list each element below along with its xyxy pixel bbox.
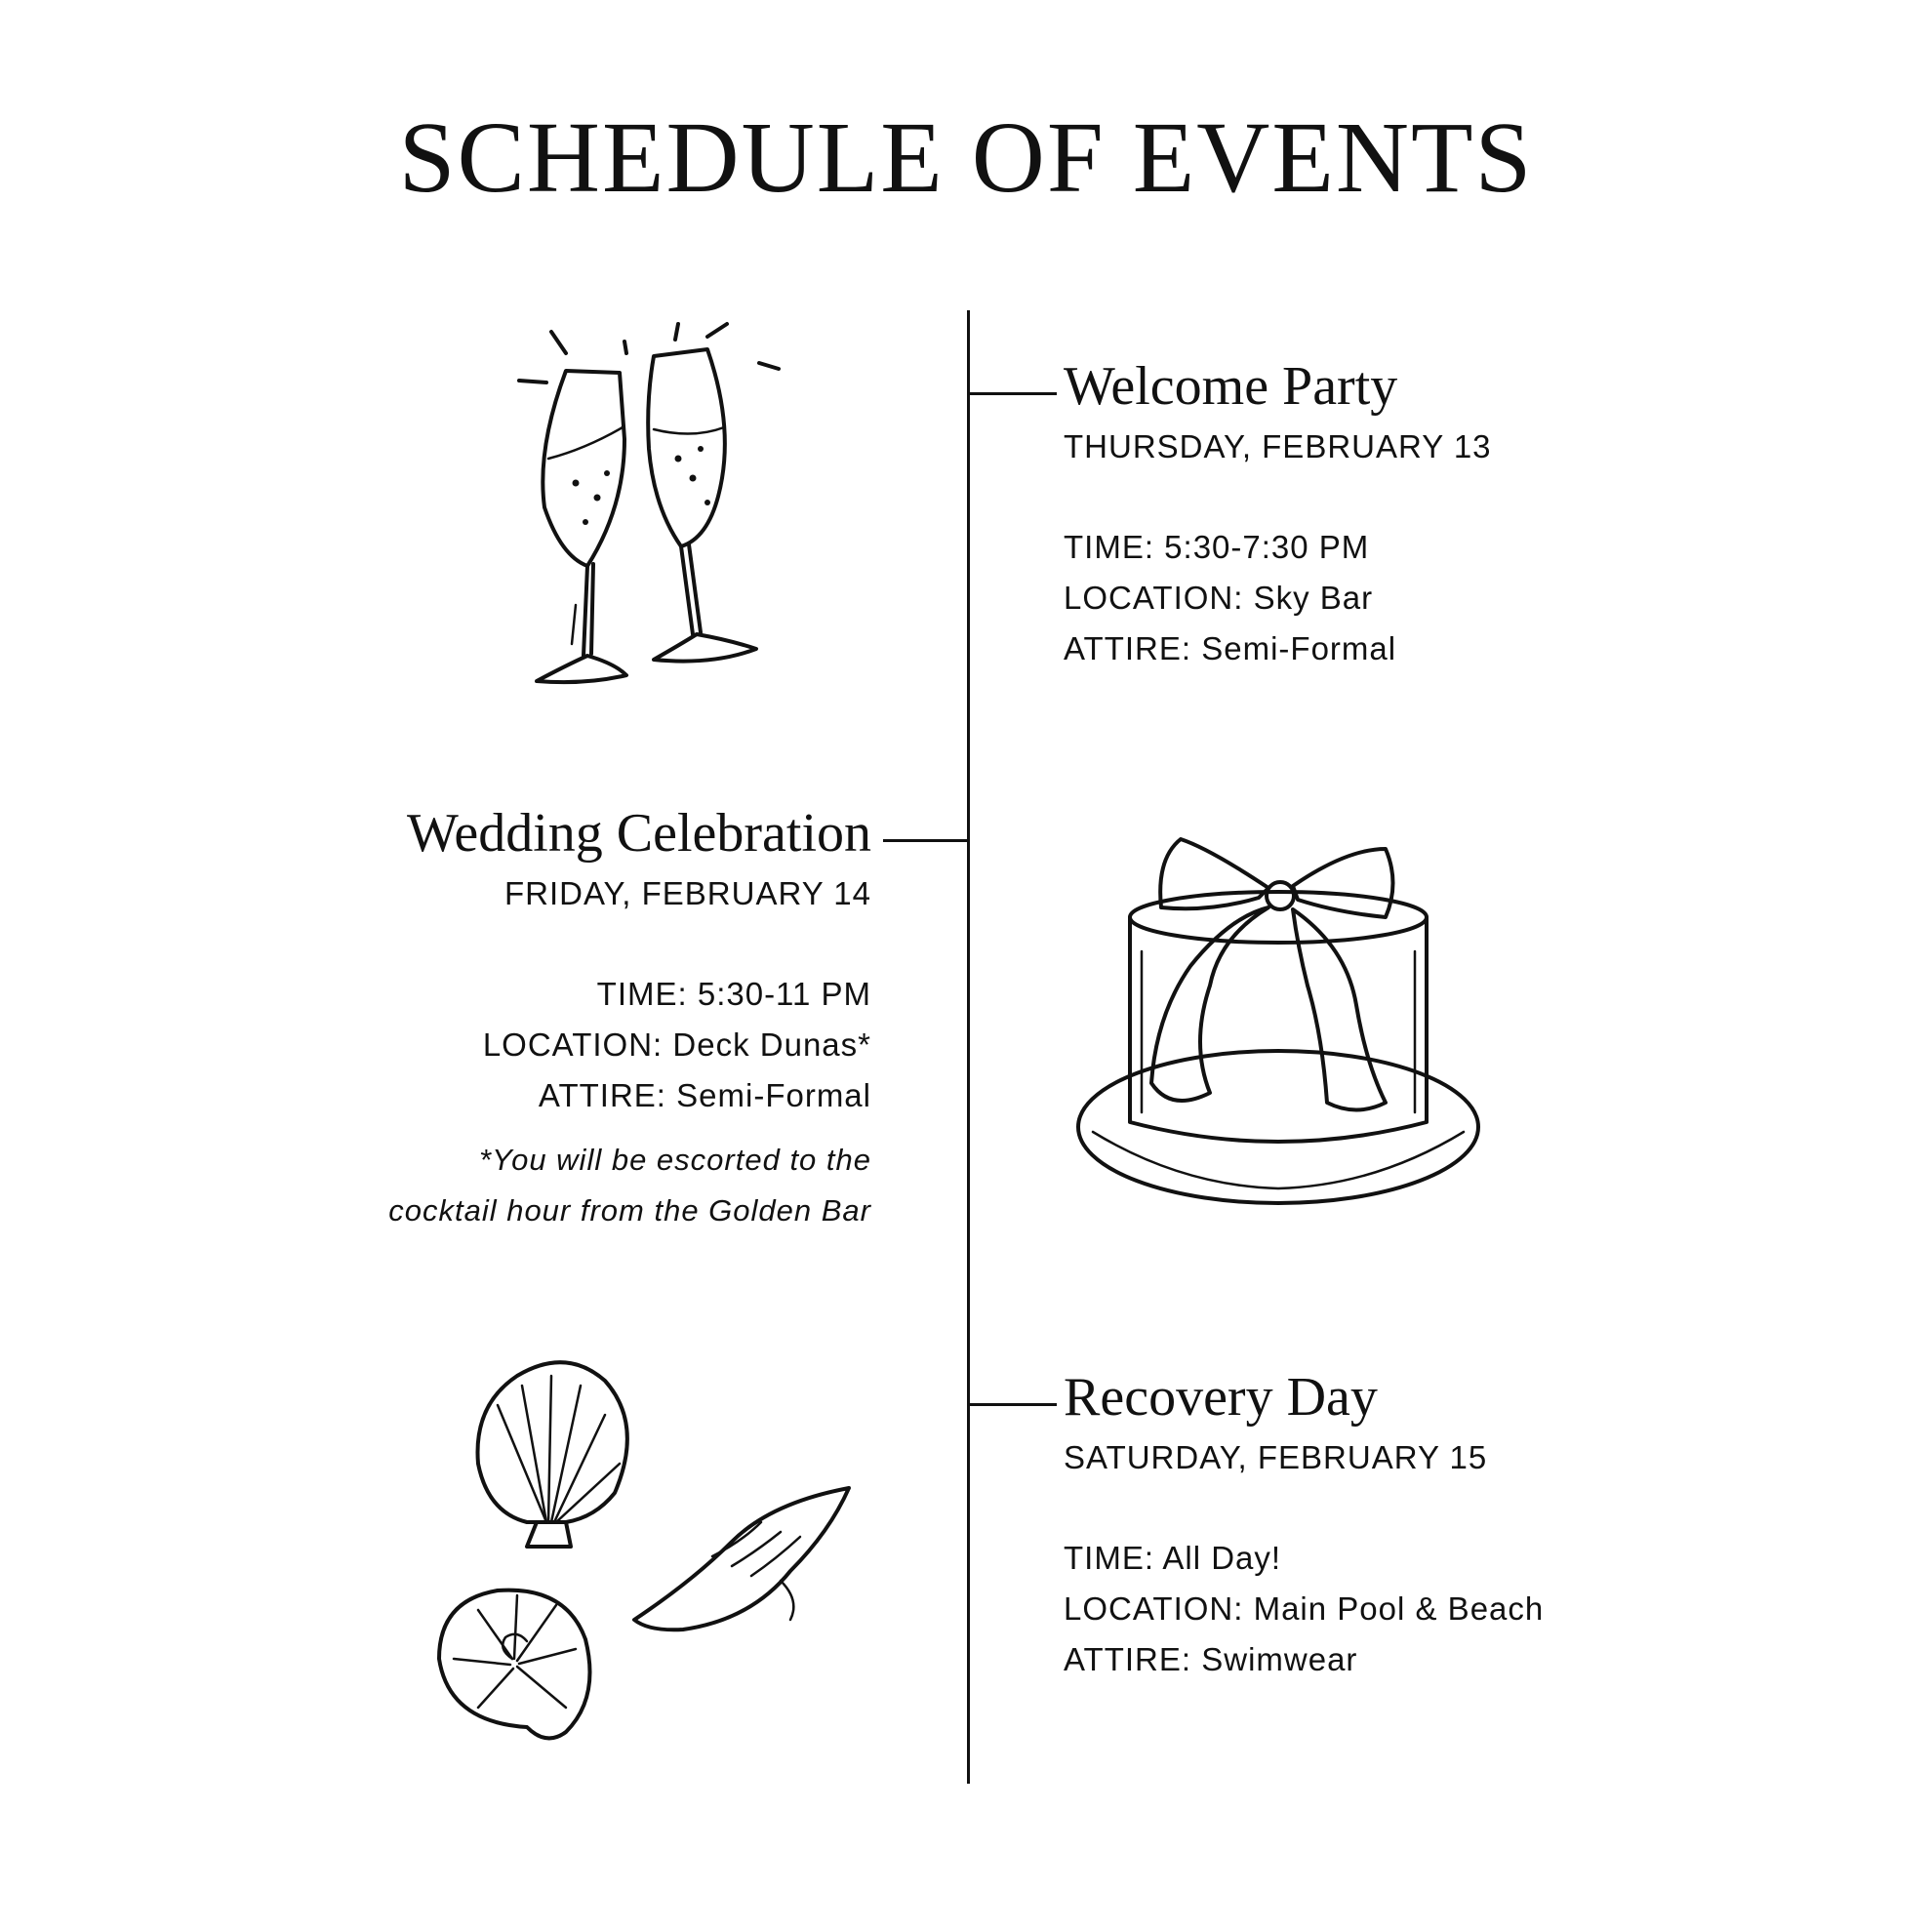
event-title: Wedding Celebration	[406, 803, 871, 864]
event-title: Recovery Day	[1064, 1367, 1378, 1428]
detail-time: TIME: All Day!	[1064, 1540, 1282, 1577]
detail-location: LOCATION: Deck Dunas*	[482, 1026, 871, 1064]
page-title: SCHEDULE OF EVENTS	[398, 101, 1534, 214]
detail-location: LOCATION: Sky Bar	[1064, 580, 1374, 617]
detail-time: TIME: 5:30-7:30 PM	[1064, 529, 1370, 566]
event-date: THURSDAY, FEBRUARY 13	[1064, 427, 1492, 464]
event-date: SATURDAY, FEBRUARY 15	[1064, 1438, 1488, 1475]
event-recovery-day	[1064, 1368, 1544, 1685]
event-details	[1064, 522, 1492, 674]
escort-note: *You will be escorted to the cocktail hour from the Golden Bar	[388, 1143, 871, 1228]
detail-attire: ATTIRE: Swimwear	[1064, 1641, 1358, 1678]
connector-welcome-party	[969, 392, 1057, 395]
connector-recovery-day	[969, 1403, 1057, 1406]
event-details	[388, 969, 871, 1121]
detail-time: TIME: 5:30-11 PM	[596, 976, 871, 1013]
event-welcome-party	[1064, 357, 1492, 674]
timeline-line	[967, 310, 970, 1784]
event-title: Welcome Party	[1064, 356, 1398, 417]
detail-location: LOCATION: Main Pool & Beach	[1064, 1590, 1545, 1628]
event-date: FRIDAY, FEBRUARY 14	[503, 874, 871, 911]
connector-wedding-celebration	[883, 839, 969, 842]
seashells-icon	[420, 1347, 888, 1756]
detail-attire: ATTIRE: Semi-Formal	[538, 1077, 871, 1114]
event-details	[1064, 1533, 1544, 1685]
event-wedding-celebration	[388, 804, 871, 1236]
champagne-glasses-icon	[507, 312, 800, 703]
detail-attire: ATTIRE: Semi-Formal	[1064, 630, 1397, 667]
cake-icon	[1064, 820, 1493, 1229]
